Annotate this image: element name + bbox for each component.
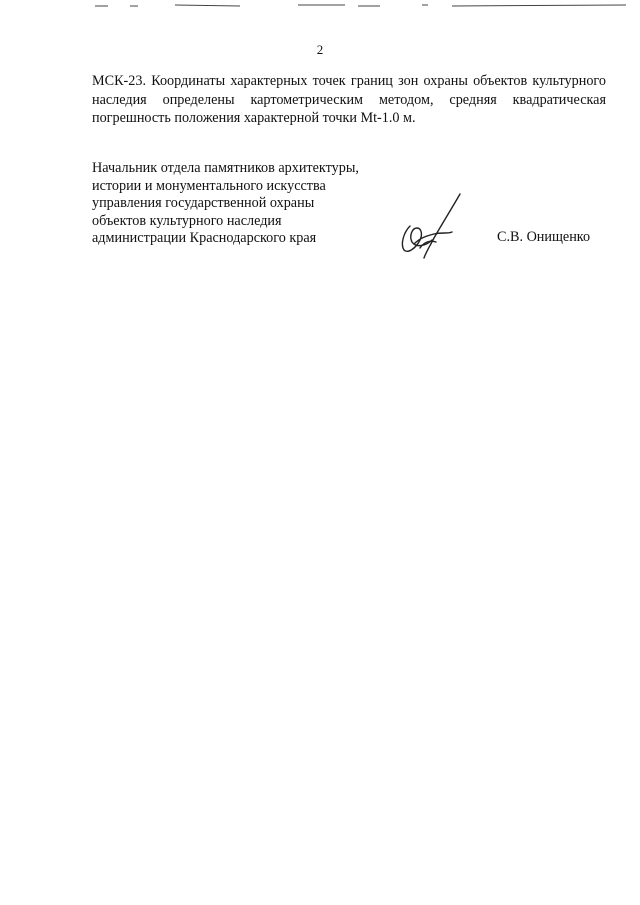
position-line: управления государственной охраны: [92, 195, 315, 211]
position-line: Начальник отдела памятников архитектуры,: [92, 160, 359, 176]
coordinates-paragraph: [92, 72, 606, 128]
handwritten-signature: [390, 188, 470, 260]
page-number: 2: [316, 42, 324, 57]
scan-artifact-lines: [0, 0, 640, 14]
official-position: [92, 160, 359, 248]
position-line: администрации Краснодарского края: [92, 230, 317, 246]
paragraph-line: наследия определены картометрическим методом, средняя квадратическая: [92, 91, 606, 108]
paragraph-line: погрешность положения характерной точки Mt-1.0 м.: [92, 110, 416, 126]
position-line: объектов культурного наследия: [92, 212, 282, 229]
position-line: истории и монументального искусства: [92, 177, 326, 194]
signer-name: С.В. Онищенко: [497, 229, 591, 245]
paragraph-line: МСК-23. Координаты характерных точек границ зон охраны объектов культурного: [92, 73, 606, 89]
